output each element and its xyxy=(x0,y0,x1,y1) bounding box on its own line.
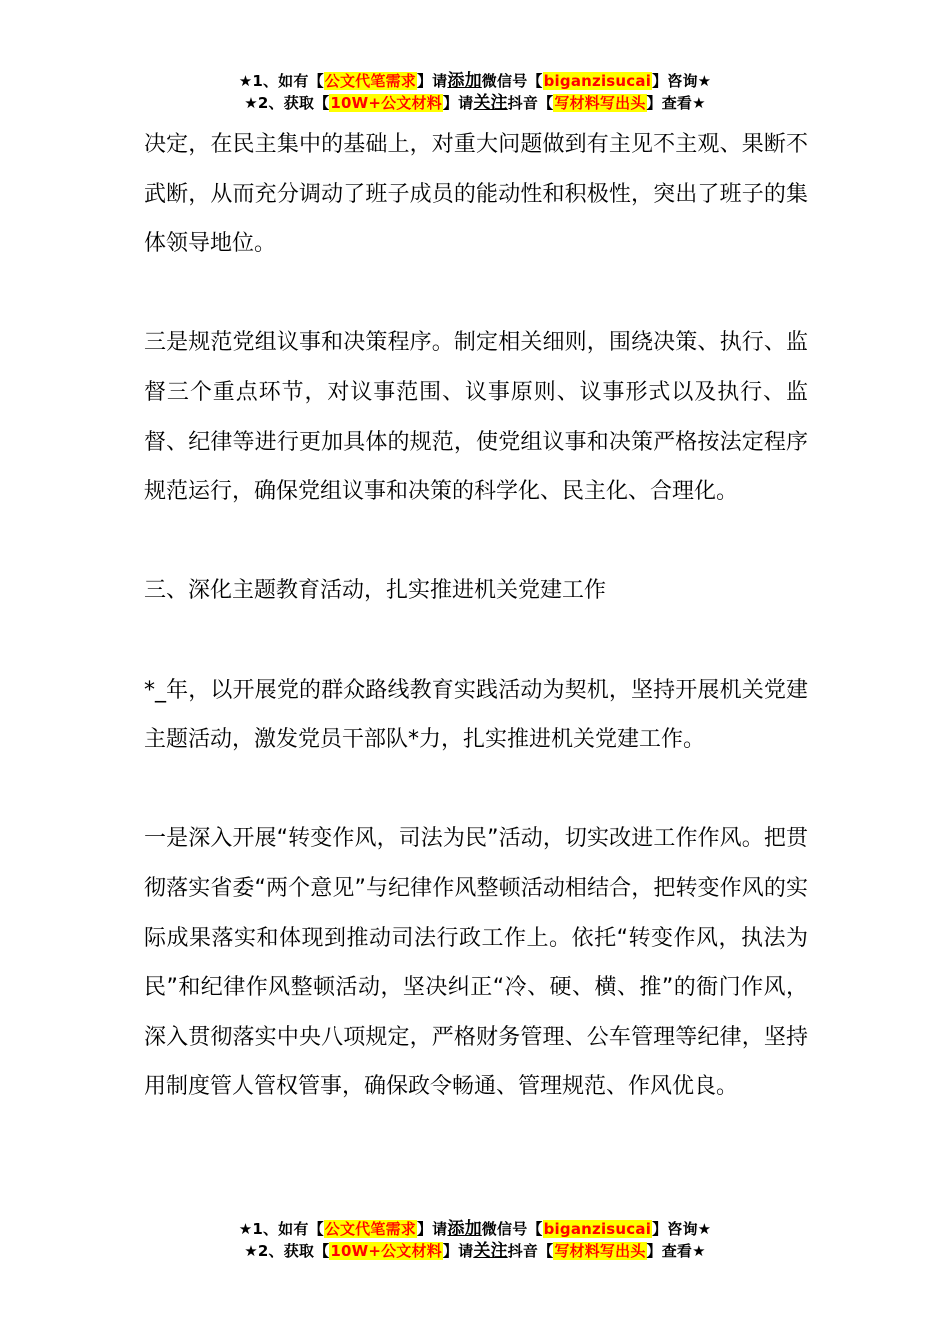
banner-text: 】请 xyxy=(442,94,474,112)
banner-text: 】请 xyxy=(416,1220,448,1238)
banner-emphasis: 添加 xyxy=(447,71,482,91)
footer-banner xyxy=(0,1218,950,1262)
banner-text: 微信号【 xyxy=(481,1220,543,1238)
banner-text: ★2、获取【 xyxy=(244,1242,330,1260)
highlight-douyin-account: 写材料写出头 xyxy=(554,1242,646,1260)
banner-text: 】查看★ xyxy=(646,94,706,112)
highlight-service: 公文代笔需求 xyxy=(324,72,416,90)
banner-text: 】请 xyxy=(442,1242,474,1260)
banner-text: 微信号【 xyxy=(481,72,543,90)
banner-text: ★1、如有【 xyxy=(238,72,324,90)
highlight-materials: 10W+公文材料 xyxy=(330,94,442,112)
banner-text: ★1、如有【 xyxy=(238,1220,324,1238)
paragraph-work-style: 一是深入开展“转变作风，司法为民”活动，切实改进工作作风。把贯彻落实省委“两个意见”与纪律作风整顿活动相结合，把转变作风的实际成果落实和体现到推动司法行政工作上。依托“转变作风，执法为民”和纪律作风整顿活动，坚决纠正“冷、硬、横、推”的衙门作风，深入贯彻落实中央八项规定，严格财务管理、公车管理等纪律，坚持用制度管人管权管事，确保政令畅通、管理规范、作风优良。 xyxy=(144,826,808,1100)
highlight-wechat-id: biganzisucai xyxy=(543,1220,652,1238)
highlight-materials: 10W+公文材料 xyxy=(330,1242,442,1260)
banner-text: 】咨询★ xyxy=(652,72,712,90)
highlight-douyin-account: 写材料写出头 xyxy=(554,94,646,112)
banner-text: 】咨询★ xyxy=(652,1220,712,1238)
paragraph-party-building: *_年，以开展党的群众路线教育实践活动为契机，坚持开展机关党建主题活动，激发党员干部队*力，扎实推进机关党建工作。 xyxy=(144,677,808,753)
banner-line-1 xyxy=(0,1218,950,1240)
banner-line-1 xyxy=(0,70,950,92)
banner-text: 】请 xyxy=(416,72,448,90)
banner-line-2 xyxy=(0,92,950,114)
banner-emphasis: 关注 xyxy=(473,1241,508,1261)
document-body xyxy=(144,120,808,1161)
banner-emphasis: 添加 xyxy=(447,1219,482,1239)
banner-line-2 xyxy=(0,1240,950,1262)
header-banner xyxy=(0,70,950,114)
banner-text: 抖音【 xyxy=(507,94,554,112)
paragraph-collective-leadership: 决定，在民主集中的基础上，对重大问题做到有主见不主观、果断不武断，从而充分调动了班子成员的能动性和积极性，突出了班子的集体领导地位。 xyxy=(144,132,808,257)
section-heading: 三、深化主题教育活动，扎实推进机关党建工作 xyxy=(144,578,607,604)
highlight-wechat-id: biganzisucai xyxy=(543,72,652,90)
highlight-service: 公文代笔需求 xyxy=(324,1220,416,1238)
banner-emphasis: 关注 xyxy=(473,93,508,113)
banner-text: 】查看★ xyxy=(646,1242,706,1260)
banner-text: ★2、获取【 xyxy=(244,94,330,112)
paragraph-decision-procedure: 三是规范党组议事和决策程序。制定相关细则，围绕决策、执行、监督三个重点环节，对议事范围、议事原则、议事形式以及执行、监督、纪律等进行更加具体的规范，使党组议事和决策严格按法定程序规范运行，确保党组议事和决策的科学化、民主化、合理化。 xyxy=(144,330,808,505)
banner-text: 抖音【 xyxy=(507,1242,554,1260)
